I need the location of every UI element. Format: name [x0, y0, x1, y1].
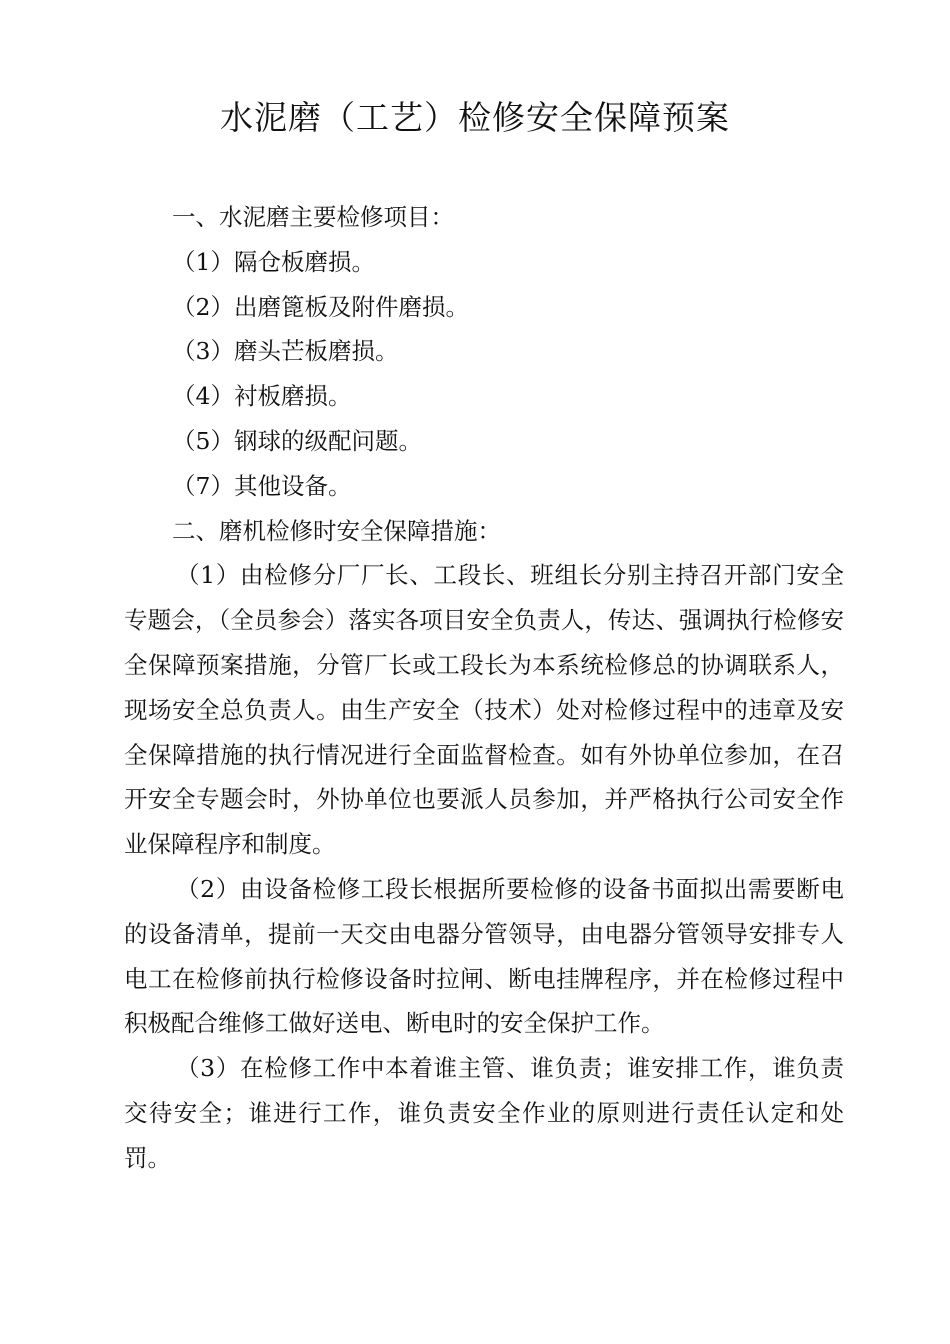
document-title: 水泥磨（工艺）检修安全保障预案 — [220, 98, 730, 137]
section-2-heading: 二、磨机检修时安全保障措施： — [172, 516, 501, 545]
list-item: （1）隔仓板磨损。 — [172, 247, 375, 276]
document-body — [124, 195, 844, 1181]
paragraph-2: （2）由设备检修工段长根据所要检修的设备书面拟出需要断电的设备清单，提前一天交由电器分管领导，由电器分管领导安排专人电工在检修前执行检修设备时拉闸、断电挂牌程序，并在检修过程中积极配合维修工做好送电、断电时的安全保护工作。 — [124, 874, 844, 1038]
paragraph-1: （1）由检修分厂厂长、工段长、班组长分别主持召开部门安全专题会，（全员参会）落实各项目安全负责人，传达、强调执行检修安全保障预案措施，分管厂长或工段长为本系统检修总的协调联系人，现场安全总负责人。由生产安全（技术）处对检修过程中的违章及安全保障措施的执行情况进行全面监督检查。如有外协单位参加，在召开安全专题会时，外协单位也要派人员参加，并严格执行公司安全作业保障程序和制度。 — [124, 561, 844, 859]
paragraph-3: （3）在检修工作中本着谁主管、谁负责；谁安排工作，谁负责交待安全；谁进行工作，谁负责安全作业的原则进行责任认定和处罚。 — [124, 1054, 844, 1172]
list-item: （7）其他设备。 — [172, 471, 352, 500]
list-item: （5）钢球的级配问题。 — [172, 426, 422, 455]
list-item: （4）衬板磨损。 — [172, 382, 352, 411]
section-1-heading: 一、水泥磨主要检修项目： — [172, 203, 454, 231]
list-item: （3）磨头芒板磨损。 — [172, 337, 399, 366]
list-item: （2）出磨篦板及附件磨损。 — [172, 292, 469, 321]
